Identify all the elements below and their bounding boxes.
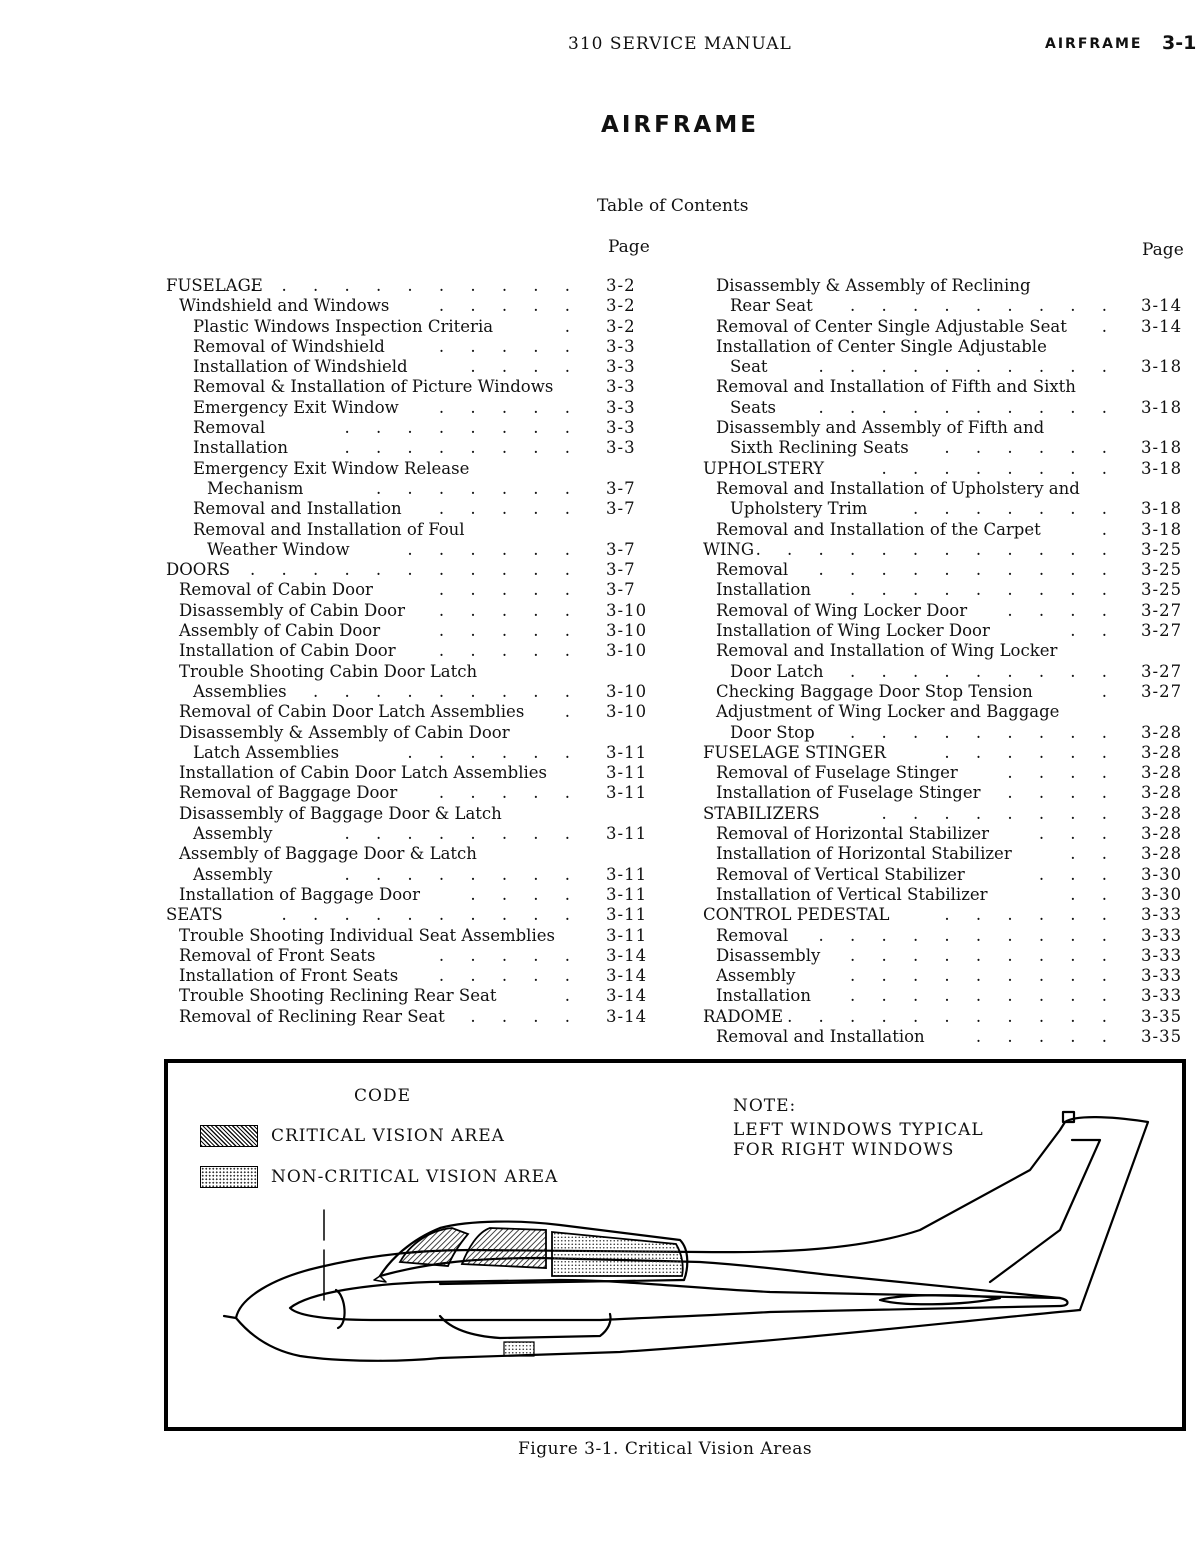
toc-leader-dots: . . . . . .: [944, 438, 1107, 458]
toc-leader-dots: . . . . . . . . .: [850, 580, 1107, 600]
lower-window-noncritical-area: [504, 1342, 534, 1356]
toc-entry: [703, 601, 1193, 621]
toc-entry: [703, 905, 1193, 925]
toc-entry: [703, 702, 1193, 722]
toc-entry-page: 3-3: [606, 438, 636, 458]
toc-entry: [703, 844, 1193, 864]
toc-entry-title: Removal and Installation of Wing Locker: [716, 641, 1058, 661]
toc-entry: [166, 926, 656, 946]
toc-entry-title: Assembly: [716, 966, 796, 986]
toc-entry: [703, 723, 1193, 743]
toc-entry-title: Installation of Center Single Adjustable: [716, 336, 1047, 356]
toc-entry-title: Assembly: [193, 824, 273, 844]
toc-leader-dots: .: [564, 986, 570, 1006]
toc-entry-page: 3-27: [1141, 600, 1183, 620]
toc-entry-page: 3-35: [1141, 1026, 1183, 1046]
toc-entry-page: 3-18: [1141, 397, 1183, 417]
toc-entry: [703, 966, 1193, 986]
toc-entry-page: 3-33: [1141, 905, 1183, 925]
toc-leader-dots: . . . . . . . .: [881, 803, 1107, 823]
toc-entry: [166, 520, 656, 540]
toc-leader-dots: . . . .: [470, 884, 570, 904]
toc-entry: [703, 438, 1193, 458]
toc-entry: [166, 804, 656, 824]
toc-leader-dots: . . .: [1038, 824, 1107, 844]
toc-entry-title: Installation: [716, 986, 811, 1006]
toc-entry-page: 3-33: [1141, 986, 1183, 1006]
toc-entry-title: Seat: [730, 357, 768, 377]
toc-entry-title: Disassembly & Assembly of Cabin Door: [179, 722, 510, 742]
toc-entry-title: Trouble Shooting Individual Seat Assemblies: [179, 925, 555, 945]
toc-entry-title: Assembly of Cabin Door: [179, 621, 381, 641]
note-line: FOR RIGHT WINDOWS: [733, 1140, 955, 1160]
toc-entry-page: 3-3: [606, 336, 636, 356]
toc-leader-dots: . . . . . . . . .: [313, 681, 570, 701]
toc-entry: [166, 824, 656, 844]
toc-entry-title: DOORS: [166, 560, 231, 580]
toc-entry-title: FUSELAGE STINGER: [703, 742, 886, 762]
toc-leader-dots: . . . . . . . . .: [850, 661, 1107, 681]
toc-entry: [166, 398, 656, 418]
toc-entry-title: Removal and Installation: [193, 499, 402, 519]
toc-entry-title: Removal and Installation: [716, 1026, 925, 1046]
toc-entry: [166, 986, 656, 1006]
toc-entry-page: 3-11: [606, 824, 648, 844]
toc-entry: [703, 763, 1193, 783]
toc-entry-title: Seats: [730, 397, 777, 417]
toc-leader-dots: . . . . . .: [407, 742, 570, 762]
toc-leader-dots: . . . . . . . . .: [850, 722, 1107, 742]
toc-leader-dots: . . . . .: [438, 945, 570, 965]
toc-entry-page: 3-10: [606, 641, 648, 661]
toc-entry-title: Removal and Installation of the Carpet: [716, 519, 1041, 539]
toc-entry: [703, 296, 1193, 316]
toc-leader-dots: . . . . . . . .: [344, 418, 570, 438]
toc-entry: [703, 560, 1193, 580]
toc-entry-page: 3-28: [1141, 844, 1183, 864]
toc-entry-title: Installation: [193, 438, 288, 458]
page-column-label-left: Page: [608, 237, 650, 257]
toc-entry: [703, 520, 1193, 540]
toc-right-column: [703, 276, 1193, 1047]
toc-entry-page: 3-11: [606, 925, 648, 945]
toc-leader-dots: . . . . . . . .: [881, 458, 1107, 478]
figure-caption: Figure 3-1. Critical Vision Areas: [518, 1439, 813, 1459]
toc-entry-page: 3-11: [606, 742, 648, 762]
toc-leader-dots: . . . . . . . . . . . .: [755, 539, 1107, 559]
toc-entry-page: 3-2: [606, 276, 636, 295]
toc-entry-page: 3-14: [606, 945, 648, 965]
toc-entry-title: Trouble Shooting Reclining Rear Seat: [179, 986, 497, 1006]
toc-entry: [166, 865, 656, 885]
toc-leader-dots: . . . . .: [438, 783, 570, 803]
toc-entry-title: Assemblies: [193, 681, 287, 701]
toc-entry-page: 3-18: [1141, 458, 1183, 478]
toc-entry: [703, 641, 1193, 661]
toc-entry: [703, 357, 1193, 377]
toc-leader-dots: . .: [1070, 621, 1107, 641]
airplane-side-view-illustration: [168, 1063, 1178, 1419]
toc-entry-title: Removal: [193, 418, 266, 438]
toc-leader-dots: . . . . .: [438, 397, 570, 417]
toc-entry: [166, 1007, 656, 1027]
toc-entry-title: Removal of Horizontal Stabilizer: [716, 824, 989, 844]
toc-entry-page: 3-10: [606, 681, 648, 701]
toc-entry-title: Checking Baggage Door Stop Tension: [716, 681, 1033, 701]
toc-leader-dots: . . . . . . . . . .: [281, 905, 570, 925]
critical-area-label: CRITICAL VISION AREA: [271, 1126, 505, 1146]
toc-leader-dots: . . . . . . . . . .: [818, 397, 1107, 417]
toc-entry: [703, 621, 1193, 641]
toc-entry: [166, 885, 656, 905]
toc-entry: [703, 459, 1193, 479]
toc-entry-title: Installation of Fuselage Stinger: [716, 783, 981, 803]
rudder-line: [990, 1140, 1100, 1282]
page-column-label-right: Page: [1142, 240, 1184, 260]
toc-entry: [166, 601, 656, 621]
toc-entry: [166, 763, 656, 783]
toc-leader-dots: . . . . . . .: [912, 499, 1107, 519]
toc-entry-page: 3-11: [606, 864, 648, 884]
toc-entry-title: Removal and Installation of Fifth and Sixth: [716, 377, 1076, 397]
toc-entry: [703, 418, 1193, 438]
toc-entry: [166, 702, 656, 722]
toc-leader-dots: .: [1101, 519, 1107, 539]
toc-entry-page: 3-7: [606, 499, 636, 519]
toc-entry-title: Assembly of Baggage Door & Latch: [179, 844, 477, 864]
toc-entry: [166, 621, 656, 641]
toc-entry-page: 3-10: [606, 702, 648, 722]
toc-entry-page: 3-7: [606, 478, 636, 498]
toc-entry-title: Mechanism: [207, 478, 304, 498]
toc-entry: [703, 865, 1193, 885]
manual-title: 310 SERVICE MANUAL: [568, 34, 792, 54]
toc-entry: [703, 743, 1193, 763]
toc-entry-page: 3-14: [606, 1006, 648, 1026]
toc-entry: [166, 357, 656, 377]
toc-entry: [166, 723, 656, 743]
toc-entry-title: Weather Window: [207, 539, 350, 559]
toc-entry-title: Disassembly of Baggage Door & Latch: [179, 803, 502, 823]
toc-entry: [166, 682, 656, 702]
toc-leader-dots: . . . . .: [438, 966, 570, 986]
toc-entry-page: 3-3: [606, 377, 636, 397]
toc-entry-title: Removal and Installation of Upholstery and: [716, 478, 1080, 498]
toc-entry: [166, 296, 656, 316]
toc-entry-title: Door Stop: [730, 722, 815, 742]
toc-leader-dots: . . . .: [470, 357, 570, 377]
toc-entry-title: Installation: [716, 580, 811, 600]
toc-entry-page: 3-18: [1141, 519, 1183, 539]
toc-entry: [703, 804, 1193, 824]
toc-entry: [166, 377, 656, 397]
toc-leader-dots: . . . . .: [438, 641, 570, 661]
toc-entry-page: 3-11: [606, 884, 648, 904]
toc-entry-title: Emergency Exit Window Release: [193, 458, 470, 478]
toc-entry: [166, 641, 656, 661]
toc-entry-page: 3-7: [606, 539, 636, 559]
toc-leader-dots: . . . . .: [438, 499, 570, 519]
toc-entry-page: 3-33: [1141, 966, 1183, 986]
toc-entry: [703, 682, 1193, 702]
toc-entry: [166, 479, 656, 499]
toc-entry: [166, 459, 656, 479]
toc-leader-dots: . . . . . . . . . . .: [250, 276, 570, 295]
toc-entry-page: 3-18: [1141, 438, 1183, 458]
toc-entry-page: 3-27: [1141, 621, 1183, 641]
toc-entry-page: 3-28: [1141, 803, 1183, 823]
toc-entry: [703, 398, 1193, 418]
toc-entry-title: Adjustment of Wing Locker and Baggage: [716, 702, 1060, 722]
toc-leader-dots: . . . . . . . . . .: [818, 560, 1107, 580]
toc-entry-page: 3-35: [1141, 1006, 1183, 1026]
toc-entry: [166, 499, 656, 519]
toc-leader-dots: . .: [1070, 884, 1107, 904]
toc-entry-title: Disassembly of Cabin Door: [179, 600, 406, 620]
toc-leader-dots: . . . . . .: [944, 905, 1107, 925]
toc-entry-title: Windshield and Windows: [179, 296, 390, 316]
toc-entry: [703, 946, 1193, 966]
toc-entry-page: 3-25: [1141, 539, 1183, 559]
toc-entry-title: Latch Assemblies: [193, 742, 340, 762]
toc-entry: [166, 783, 656, 803]
front-side-window-critical-area: [462, 1228, 546, 1268]
toc-entry-page: 3-10: [606, 621, 648, 641]
toc-leader-dots: . . . . .: [438, 580, 570, 600]
toc-entry: [166, 560, 656, 580]
toc-entry-page: 3-14: [1141, 296, 1183, 316]
toc-entry-title: Installation of Cabin Door Latch Assemblies: [179, 763, 548, 783]
toc-entry-page: 3-11: [606, 763, 648, 783]
toc-entry: [166, 540, 656, 560]
toc-entry: [166, 662, 656, 682]
toc-entry-page: 3-18: [1141, 357, 1183, 377]
toc-entry: [703, 885, 1193, 905]
toc-leader-dots: . . . . . . . .: [344, 438, 570, 458]
toc-entry-page: 3-25: [1141, 580, 1183, 600]
inlet-mark: [374, 1276, 386, 1282]
toc-leader-dots: . . . . . . .: [375, 478, 570, 498]
toc-entry-page: 3-2: [606, 296, 636, 316]
toc-leader-dots: . . . .: [470, 1006, 570, 1026]
toc-entry-title: Removal of Vertical Stabilizer: [716, 864, 965, 884]
toc-entry-title: Assembly: [193, 864, 273, 884]
toc-leader-dots: . . .: [1038, 864, 1107, 884]
toc-leader-dots: .: [1101, 316, 1107, 336]
toc-entry-title: Removal of Baggage Door: [179, 783, 398, 803]
toc-entry-page: 3-33: [1141, 945, 1183, 965]
toc-leader-dots: .: [564, 702, 570, 722]
critical-area-swatch: [200, 1125, 258, 1147]
toc-leader-dots: . . . . .: [438, 621, 570, 641]
toc-left-column: [166, 276, 656, 1027]
toc-leader-dots: . . . . . . . . .: [850, 296, 1107, 316]
toc-entry-title: CONTROL PEDESTAL: [703, 905, 890, 925]
toc-entry-page: 3-3: [606, 418, 636, 438]
toc-leader-dots: . . . .: [1007, 783, 1107, 803]
toc-entry: [703, 479, 1193, 499]
toc-entry-page: 3-3: [606, 357, 636, 377]
toc-entry: [166, 438, 656, 458]
toc-entry-title: WING: [703, 539, 755, 559]
page-title: AIRFRAME: [601, 112, 759, 138]
toc-entry: [703, 377, 1193, 397]
toc-entry-title: Removal of Reclining Rear Seat: [179, 1006, 445, 1026]
toc-entry-title: Removal of Wing Locker Door: [716, 600, 968, 620]
toc-leader-dots: . . . . .: [438, 600, 570, 620]
toc-entry-page: 3-30: [1141, 864, 1183, 884]
toc-entry: [703, 662, 1193, 682]
toc-entry-title: Installation of Vertical Stabilizer: [716, 884, 988, 904]
toc-entry-page: 3-27: [1141, 661, 1183, 681]
toc-entry-page: 3-28: [1141, 763, 1183, 783]
toc-entry-title: Installation of Front Seats: [179, 966, 399, 986]
toc-entry-title: Removal of Front Seats: [179, 945, 376, 965]
toc-entry-title: Removal of Center Single Adjustable Seat: [716, 316, 1067, 336]
toc-entry-title: Installation of Baggage Door: [179, 884, 420, 904]
toc-entry-page: 3-3: [606, 397, 636, 417]
toc-leader-dots: .: [564, 316, 570, 336]
toc-entry: [703, 540, 1193, 560]
toc-entry-title: Installation of Horizontal Stabilizer: [716, 844, 1012, 864]
toc-leader-dots: . . . . . . . . . . .: [787, 1006, 1107, 1026]
toc-entry-title: Door Latch: [730, 661, 824, 681]
toc-entry-page: 3-14: [606, 986, 648, 1006]
toc-entry: [166, 276, 656, 296]
toc-leader-dots: . . . . . .: [407, 539, 570, 559]
toc-leader-dots: . . . . .: [438, 296, 570, 316]
toc-entry: [166, 844, 656, 864]
toc-entry-page: 3-30: [1141, 884, 1183, 904]
toc-entry: [703, 580, 1193, 600]
toc-entry-page: 3-28: [1141, 742, 1183, 762]
noncritical-area-label: NON-CRITICAL VISION AREA: [271, 1167, 559, 1187]
toc-entry-title: Rear Seat: [730, 296, 813, 316]
toc-entry-page: 3-28: [1141, 824, 1183, 844]
toc-entry-title: Installation of Wing Locker Door: [716, 621, 990, 641]
toc-leader-dots: . .: [1070, 844, 1107, 864]
toc-entry-page: 3-7: [606, 560, 636, 580]
toc-entry: [703, 337, 1193, 357]
toc-entry-title: Removal of Fuselage Stinger: [716, 763, 958, 783]
toc-entry-title: Removal & Installation of Picture Windows: [193, 377, 554, 397]
toc-entry-page: 3-7: [606, 580, 636, 600]
toc-entry-title: Removal of Cabin Door Latch Assemblies: [179, 702, 525, 722]
toc-leader-dots: . . . . . .: [944, 742, 1107, 762]
toc-entry-title: Trouble Shooting Cabin Door Latch: [179, 661, 478, 681]
toc-entry: [703, 986, 1193, 1006]
toc-entry-title: STABILIZERS: [703, 803, 820, 823]
toc-entry: [703, 276, 1193, 296]
toc-leader-dots: . . . . . . . . .: [850, 945, 1107, 965]
toc-entry: [166, 317, 656, 337]
toc-entry-page: 3-33: [1141, 925, 1183, 945]
toc-leader-dots: . . . . . . . .: [344, 824, 570, 844]
toc-entry: [166, 966, 656, 986]
toc-leader-dots: . . . . . . . .: [344, 864, 570, 884]
toc-leader-dots: . . . . . . . . . .: [818, 925, 1107, 945]
toc-entry-title: FUSELAGE: [166, 276, 263, 295]
toc-entry-title: Installation of Cabin Door: [179, 641, 396, 661]
toc-entry: [703, 926, 1193, 946]
toc-entry-page: 3-14: [606, 966, 648, 986]
toc-entry: [166, 946, 656, 966]
toc-entry: [166, 743, 656, 763]
toc-leader-dots: . . . . . . . . .: [850, 986, 1107, 1006]
toc-entry: [703, 499, 1193, 519]
legend-title: CODE: [354, 1086, 411, 1106]
toc-entry-title: Sixth Reclining Seats: [730, 438, 909, 458]
note-line: LEFT WINDOWS TYPICAL: [733, 1120, 984, 1140]
toc-entry-title: SEATS: [166, 905, 223, 925]
toc-entry-page: 3-2: [606, 316, 636, 336]
toc-entry-page: 3-14: [1141, 316, 1183, 336]
toc-entry-page: 3-25: [1141, 560, 1183, 580]
toc-entry-title: Disassembly & Assembly of Reclining: [716, 276, 1031, 295]
toc-entry: [703, 317, 1193, 337]
toc-entry-page: 3-11: [606, 783, 648, 803]
toc-entry: [703, 783, 1193, 803]
toc-leader-dots: . . . . .: [438, 336, 570, 356]
toc-leader-dots: . . . . . . . . .: [850, 966, 1107, 986]
toc-entry-title: Disassembly and Assembly of Fifth and: [716, 418, 1045, 438]
toc-title: Table of Contents: [597, 196, 749, 216]
toc-entry-title: Removal of Windshield: [193, 336, 385, 356]
spinner: [336, 1290, 345, 1328]
windshield-critical-area: [400, 1228, 468, 1266]
toc-entry-page: 3-10: [606, 600, 648, 620]
toc-entry-title: Removal: [716, 925, 789, 945]
toc-leader-dots: . . . .: [1007, 763, 1107, 783]
toc-entry: [166, 580, 656, 600]
toc-entry: [703, 824, 1193, 844]
vertical-tail: [1065, 1117, 1148, 1310]
toc-entry-title: UPHOLSTERY: [703, 458, 825, 478]
toc-entry-title: Upholstery Trim: [730, 499, 868, 519]
toc-leader-dots: .: [1101, 681, 1107, 701]
toc-entry-page: 3-28: [1141, 722, 1183, 742]
wing-lower-fairing: [440, 1314, 611, 1338]
toc-entry: [166, 418, 656, 438]
toc-leader-dots: . . . .: [1007, 600, 1107, 620]
toc-entry-page: 3-27: [1141, 681, 1183, 701]
toc-entry-page: 3-28: [1141, 783, 1183, 803]
noncritical-area-swatch: [200, 1166, 258, 1188]
toc-entry-title: Plastic Windows Inspection Criteria: [193, 316, 494, 336]
toc-entry-title: Installation of Windshield: [193, 357, 408, 377]
toc-entry: [703, 1007, 1193, 1027]
toc-entry-title: Removal: [716, 560, 789, 580]
toc-leader-dots: . . . . . . . . . .: [818, 357, 1107, 377]
toc-entry-title: Emergency Exit Window: [193, 397, 399, 417]
toc-entry-title: Disassembly: [716, 945, 821, 965]
nose-probe: [224, 1316, 236, 1318]
toc-entry-title: RADOME: [703, 1006, 784, 1026]
toc-leader-dots: . . . . . . . . . . . .: [218, 560, 570, 580]
toc-entry: [703, 1027, 1193, 1047]
toc-leader-dots: . . . . .: [975, 1026, 1107, 1046]
section-name: AIRFRAME: [1045, 36, 1143, 52]
toc-entry-page: 3-11: [606, 905, 648, 925]
page-number: 3-1: [1162, 32, 1197, 54]
note-heading: NOTE:: [733, 1096, 797, 1116]
toc-entry: [166, 337, 656, 357]
toc-entry: [166, 905, 656, 925]
toc-entry-page: 3-18: [1141, 499, 1183, 519]
toc-entry-title: Removal of Cabin Door: [179, 580, 373, 600]
toc-entry-title: Removal and Installation of Foul: [193, 519, 465, 539]
